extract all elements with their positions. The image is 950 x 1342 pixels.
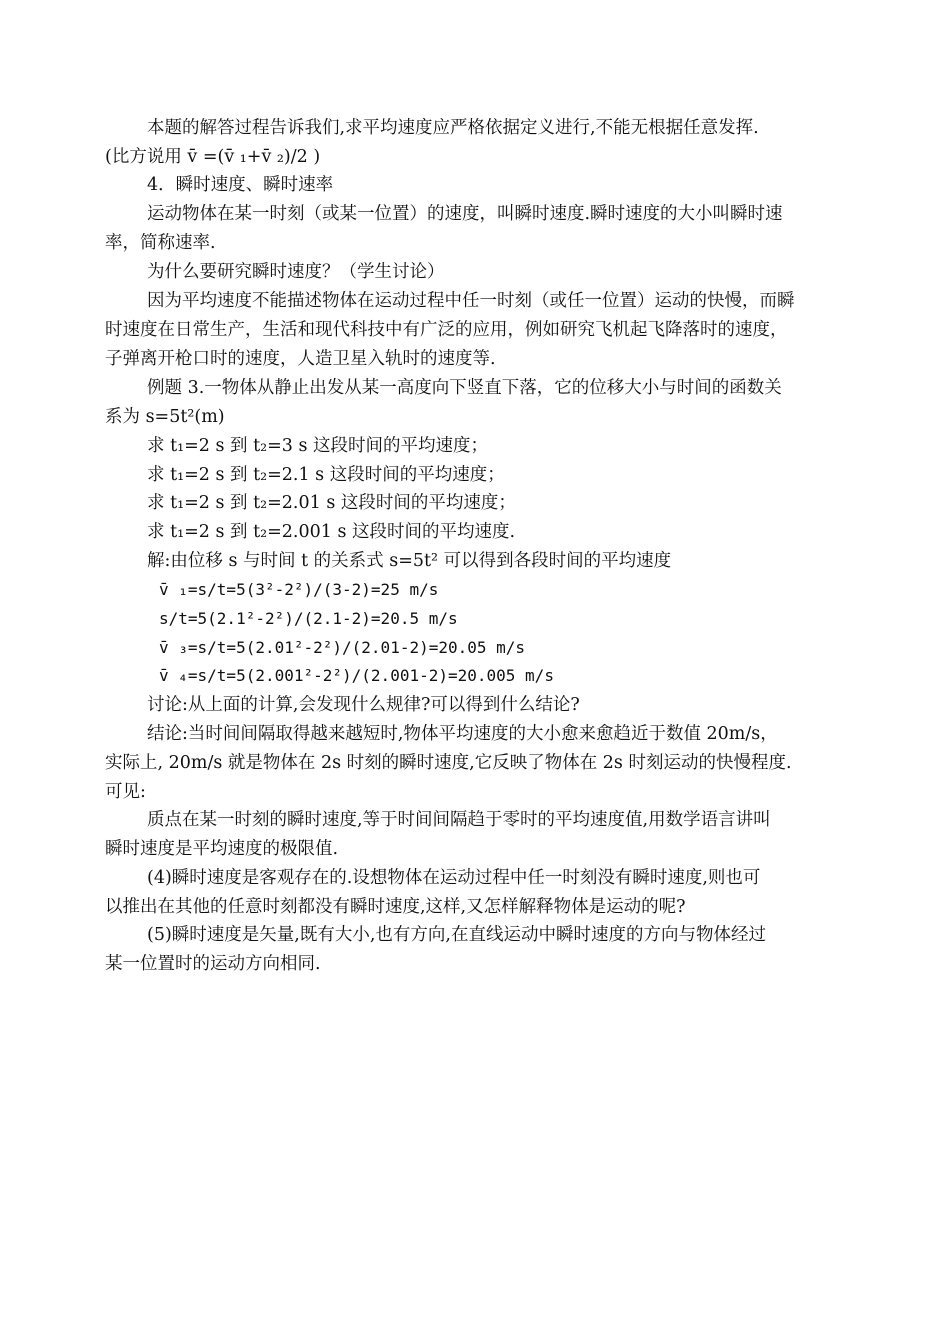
question-line-2: 求 t₁=2 s 到 t₂=2.1 s 这段时间的平均速度； <box>147 465 505 485</box>
point-4-line-2: 以推出在其他的任意时刻都没有瞬时速度,这样,又怎样解释物体是运动的呢? <box>105 897 686 917</box>
question-line-1: 求 t₁=2 s 到 t₂=3 s 这段时间的平均速度； <box>147 436 489 456</box>
formula-line-4: v̄ ₄=s/t=5(2.001²-2²)/(2.001-2)=20.005 m/s <box>159 666 554 685</box>
paragraph-line-8: 时速度在日常生产，生活和现代科技中有广泛的应用，例如研究飞机起飞降落时的速度， <box>105 320 788 340</box>
paragraph-line-6: 为什么要研究瞬时速度？（学生讨论） <box>147 262 445 282</box>
question-line-4: 求 t₁=2 s 到 t₂=2.001 s 这段时间的平均速度. <box>147 522 516 542</box>
conclusion-line-3: 可见: <box>105 782 146 802</box>
paragraph-line-5: 率，简称速率. <box>105 233 216 253</box>
conclusion-line-2: 实际上, 20m/s 就是物体在 2s 时刻的瞬时速度,它反映了物体在 2s 时刻运动的快慢程度. <box>105 753 792 773</box>
section-heading: 4．瞬时速度、瞬时速率 <box>147 175 334 195</box>
conclusion-line-1: 结论:当时间间隔取得越来越短时,物体平均速度的大小愈来愈趋近于数值 20m/s， <box>147 724 778 744</box>
paragraph-line-4: 运动物体在某一时刻（或某一位置）的速度，叫瞬时速度.瞬时速度的大小叫瞬时速 <box>147 204 783 224</box>
definition-line-1: 质点在某一时刻的瞬时速度,等于时间间隔趋于零时的平均速度值,用数学语言讲叫 <box>147 810 771 830</box>
point-4-line-1: (4)瞬时速度是客观存在的.设想物体在运动过程中任一时刻没有瞬时速度,则也可 <box>147 868 761 888</box>
example-line-1: 例题 3.一物体从静止出发从某一高度向下竖直下落，它的位移大小与时间的函数关 <box>147 378 782 398</box>
formula-line-3: v̄ ₃=s/t=5(2.01²-2²)/(2.01-2)=20.05 m/s <box>159 638 526 657</box>
formula-line-2: s/t=5(2.1²-2²)/(2.1-2)=20.5 m/s <box>159 609 458 628</box>
example-line-2: 系为 s=5t²(m) <box>105 407 225 427</box>
paragraph-line-2: (比方说用 v̄ =(v̄ ₁+v̄ ₂)/2 ) <box>105 147 321 167</box>
solution-line: 解:由位移 s 与时间 t 的关系式 s=5t² 可以得到各段时间的平均速度 <box>147 551 672 571</box>
paragraph-line-1: 本题的解答过程告诉我们,求平均速度应严格依据定义进行,不能无根据任意发挥. <box>147 118 759 138</box>
discussion-line: 讨论:从上面的计算,会发现什么规律?可以得到什么结论? <box>147 695 580 715</box>
question-line-3: 求 t₁=2 s 到 t₂=2.01 s 这段时间的平均速度； <box>147 493 516 513</box>
paragraph-line-7: 因为平均速度不能描述物体在运动过程中任一时刻（或任一位置）运动的快慢，而瞬 <box>147 291 795 311</box>
point-5-line-2: 某一位置时的运动方向相同. <box>105 954 321 974</box>
definition-line-2: 瞬时速度是平均速度的极限值. <box>105 839 339 859</box>
point-5-line-1: (5)瞬时速度是矢量,既有大小,也有方向,在直线运动中瞬时速度的方向与物体经过 <box>147 925 766 945</box>
formula-line-1: v̄ ₁=s/t=5(3²-2²)/(3-2)=25 m/s <box>159 580 439 599</box>
paragraph-line-9: 子弹离开枪口时的速度，人造卫星入轨时的速度等. <box>105 349 496 369</box>
